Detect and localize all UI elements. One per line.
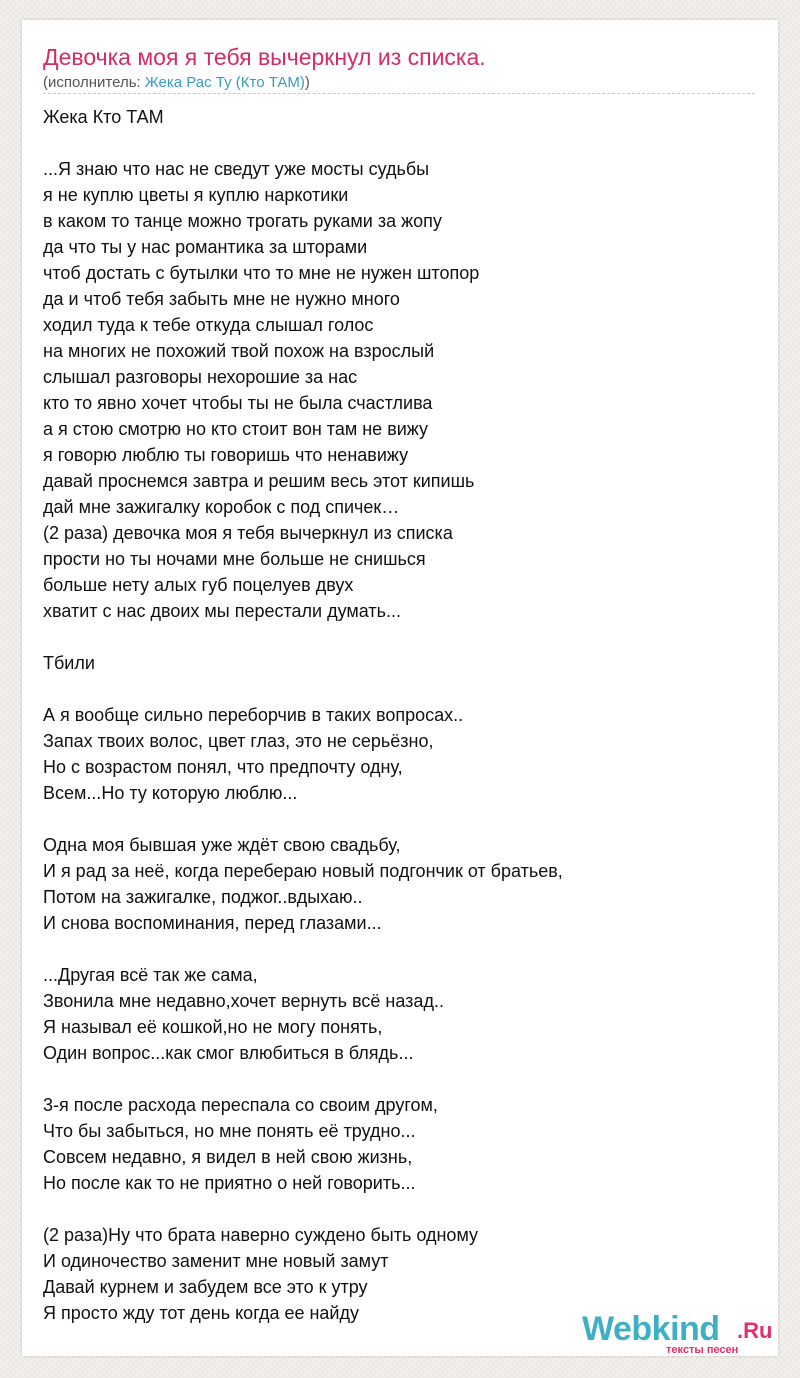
lyric-line: Звонила мне недавно,хочет вернуть всё назад.. [43, 991, 444, 1011]
lyrics-text [43, 104, 753, 1326]
performer-suffix: ) [304, 74, 310, 91]
logo-tld: .Ru [737, 1318, 773, 1343]
lyric-line: Но после как то не приятно о ней говорить... [43, 1173, 416, 1193]
lyric-blank-line [43, 936, 753, 962]
lyric-line: Давай курнем и забудем все это к утру [43, 1277, 368, 1297]
lyric-line: да и чтоб тебя забыть мне не нужно много [43, 289, 400, 309]
lyric-line: Совсем недавно, я видел в ней свою жизнь, [43, 1147, 413, 1167]
lyric-line: ...Я знаю что нас не сведут уже мосты судьбы [43, 159, 430, 179]
lyric-line: Тбили [43, 653, 95, 673]
lyric-blank-line [43, 676, 753, 702]
lyric-line: 3-я после расхода переспала со своим другом, [43, 1095, 438, 1115]
lyric-line: Всем...Но ту которую люблю... [43, 783, 298, 803]
lyric-line: Что бы забыться, но мне понять её трудно... [43, 1121, 416, 1141]
lyric-line: Потом на зажигалке, поджог..вдыхаю.. [43, 887, 363, 907]
performer-prefix: (исполнитель: [43, 74, 145, 91]
lyric-line: Жека Кто ТАМ [43, 107, 164, 127]
lyrics-card [22, 20, 778, 1356]
lyric-line: ходил туда к тебе откуда слышал голос [43, 315, 374, 335]
lyric-line: да что ты у нас романтика за шторами [43, 237, 368, 257]
performer-line [43, 73, 310, 93]
lyric-blank-line [43, 806, 753, 832]
lyric-line: давай проснемся завтра и решим весь этот кипишь [43, 471, 475, 491]
lyric-line: я не куплю цветы я куплю наркотики [43, 185, 349, 205]
lyric-line: дай мне зажигалку коробок с под спичек… [43, 497, 400, 517]
logo-tagline: тексты песен [666, 1344, 739, 1356]
lyric-line: (2 раза) девочка моя я тебя вычеркнул из списка [43, 523, 453, 543]
title-divider [43, 93, 755, 94]
lyric-blank-line [43, 1066, 753, 1092]
lyric-line: слышал разговоры нехорошие за нас [43, 367, 358, 387]
song-title: Девочка моя я тебя вычеркнул из списка. [43, 44, 486, 70]
lyric-blank-line [43, 624, 753, 650]
lyric-line: И снова воспоминания, перед глазами... [43, 913, 382, 933]
lyric-line: И одиночество заменит мне новый замут [43, 1251, 389, 1271]
lyric-line: Я называл её кошкой,но не могу понять, [43, 1017, 383, 1037]
lyric-line: ...Другая всё так же сама, [43, 965, 258, 985]
lyric-blank-line [43, 1196, 753, 1222]
lyric-line: И я рад за неё, когда перебераю новый подгончик от братьев, [43, 861, 563, 881]
lyric-line: А я вообще сильно переборчив в таких вопросах.. [43, 705, 464, 725]
webkind-logo[interactable] [582, 1310, 782, 1356]
lyric-line: (2 раза)Ну что брата наверно суждено быть одному [43, 1225, 479, 1245]
lyric-line: в каком то танце можно трогать руками за жопу [43, 211, 442, 231]
lyric-blank-line [43, 130, 753, 156]
performer-link[interactable]: Жека Рас Ту (Кто ТАМ) [144, 74, 305, 91]
lyric-line: кто то явно хочет чтобы ты не была счастлива [43, 393, 433, 413]
lyric-line: хватит с нас двоих мы перестали думать... [43, 601, 402, 621]
lyric-line: Я просто жду тот день когда ее найду [43, 1303, 359, 1323]
lyric-line: прости но ты ночами мне больше не снишься [43, 549, 426, 569]
lyric-line: а я стою смотрю но кто стоит вон там не вижу [43, 419, 429, 439]
lyric-line: Но с возрастом понял, что предпочту одну, [43, 757, 403, 777]
lyric-line: больше нету алых губ поцелуев двух [43, 575, 354, 595]
lyric-line: чтоб достать с бутылки что то мне не нужен штопор [43, 263, 480, 283]
lyric-line: Одна моя бывшая уже ждёт свою свадьбу, [43, 835, 401, 855]
logo-wordmark: Webkind [582, 1310, 720, 1348]
lyric-line: я говорю люблю ты говоришь что ненавижу [43, 445, 409, 465]
lyric-line: Запах твоих волос, цвет глаз, это не серьёзно, [43, 731, 434, 751]
lyric-line: на многих не похожий твой похож на взрослый [43, 341, 435, 361]
lyric-line: Один вопрос...как смог влюбиться в блядь... [43, 1043, 414, 1063]
